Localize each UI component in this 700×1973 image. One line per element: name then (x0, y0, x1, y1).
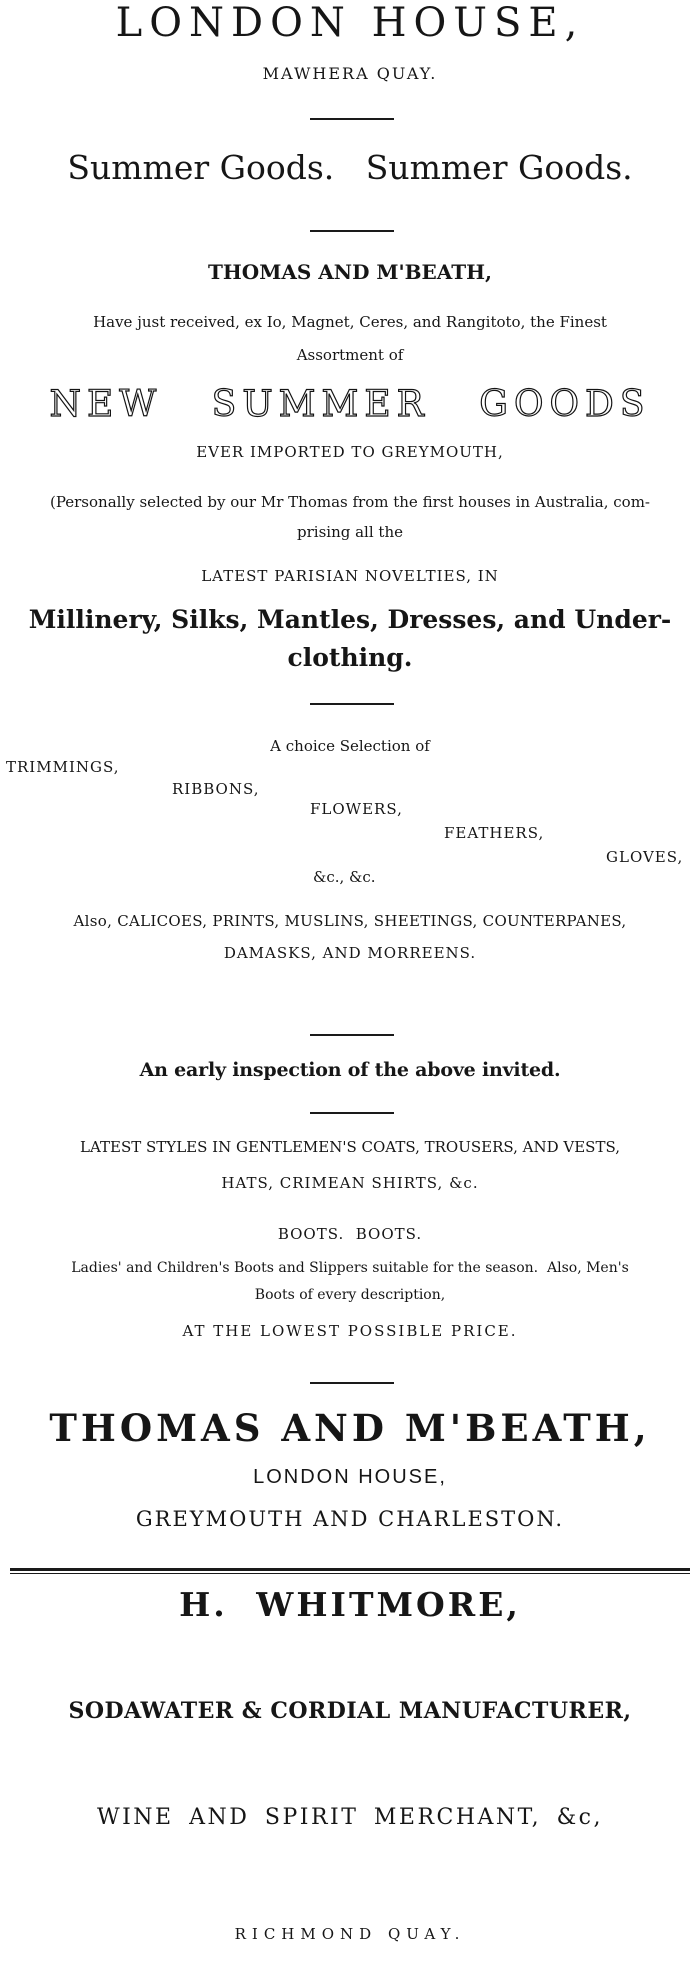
choice-selection-line: A choice Selection of (270, 737, 430, 755)
gloves-item: GLOVES, (606, 848, 684, 866)
divider-rule (310, 118, 394, 120)
etc-item: &c., &c. (313, 868, 376, 886)
personally-selected-line: (Personally selected by our Mr Thomas from the first houses in Australia, com- (49, 493, 650, 511)
divider-rule (310, 703, 394, 705)
ribbons-item: RIBBONS, (172, 780, 260, 798)
divider-rule (310, 230, 394, 232)
gentlemen-styles-line: HATS, CRIMEAN SHIRTS, &c. (221, 1174, 479, 1192)
masthead: LONDON HOUSE, (115, 0, 585, 46)
categories-line: Millinery, Silks, Mantles, Dresses, and Under- (28, 605, 672, 634)
firm-name: THOMAS AND M'BEATH, (208, 260, 492, 284)
headline: Summer Goods. Summer Goods. (67, 148, 633, 187)
merchant-name: H. WHITMORE, (179, 1585, 521, 1624)
personally-selected-line: prising all the (297, 523, 403, 541)
boots-heading: BOOTS. BOOTS. (277, 1225, 423, 1243)
london-house-footer: LONDON HOUSE, (253, 1466, 447, 1488)
lowest-price-line: AT THE LOWEST POSSIBLE PRICE. (182, 1322, 518, 1340)
ever-imported-line: EVER IMPORTED TO GREYMOUTH, (196, 443, 504, 461)
new-summer-goods-banner: NEW SUMMER GOODS (49, 384, 651, 425)
gentlemen-styles-line: LATEST STYLES IN GENTLEMEN'S COATS, TROUSERS, AND VESTS, (80, 1138, 620, 1156)
divider-rule (310, 1034, 394, 1036)
trade-line: SODAWATER & CORDIAL MANUFACTURER, (68, 1698, 632, 1724)
calicoes-line: DAMASKS, AND MORREENS. (223, 944, 477, 962)
parisian-novelties-line: LATEST PARISIAN NOVELTIES, IN (201, 567, 499, 585)
section-separator (10, 1568, 690, 1574)
boots-line: Boots of every description, (254, 1287, 446, 1303)
divider-rule (310, 1382, 394, 1384)
received-line: Have just received, ex Io, Magnet, Ceres, and Rangitoto, the Finest (93, 313, 607, 331)
feathers-item: FEATHERS, (444, 824, 545, 842)
inspection-line: An early inspection of the above invited. (139, 1059, 561, 1081)
location-line: MAWHERA QUAY. (262, 64, 438, 83)
categories-line: clothing. (287, 643, 413, 672)
flowers-item: FLOWERS, (310, 800, 403, 818)
received-line: Assortment of (296, 346, 404, 364)
wine-spirit-line: WINE AND SPIRIT MERCHANT, &c, (97, 1805, 603, 1830)
address-line: RICHMOND QUAY. (234, 1925, 466, 1943)
towns-line: GREYMOUTH AND CHARLESTON. (135, 1507, 565, 1531)
boots-line: Ladies' and Children's Boots and Slippers suitable for the season. Also, Men's (71, 1260, 629, 1276)
firm-name-large: THOMAS AND M'BEATH, (49, 1406, 651, 1450)
trimmings-item: TRIMMINGS, (6, 758, 120, 776)
calicoes-line: Also, CALICOES, PRINTS, MUSLINS, SHEETINGS, COUNTERPANES, (73, 912, 627, 930)
divider-rule (310, 1112, 394, 1114)
